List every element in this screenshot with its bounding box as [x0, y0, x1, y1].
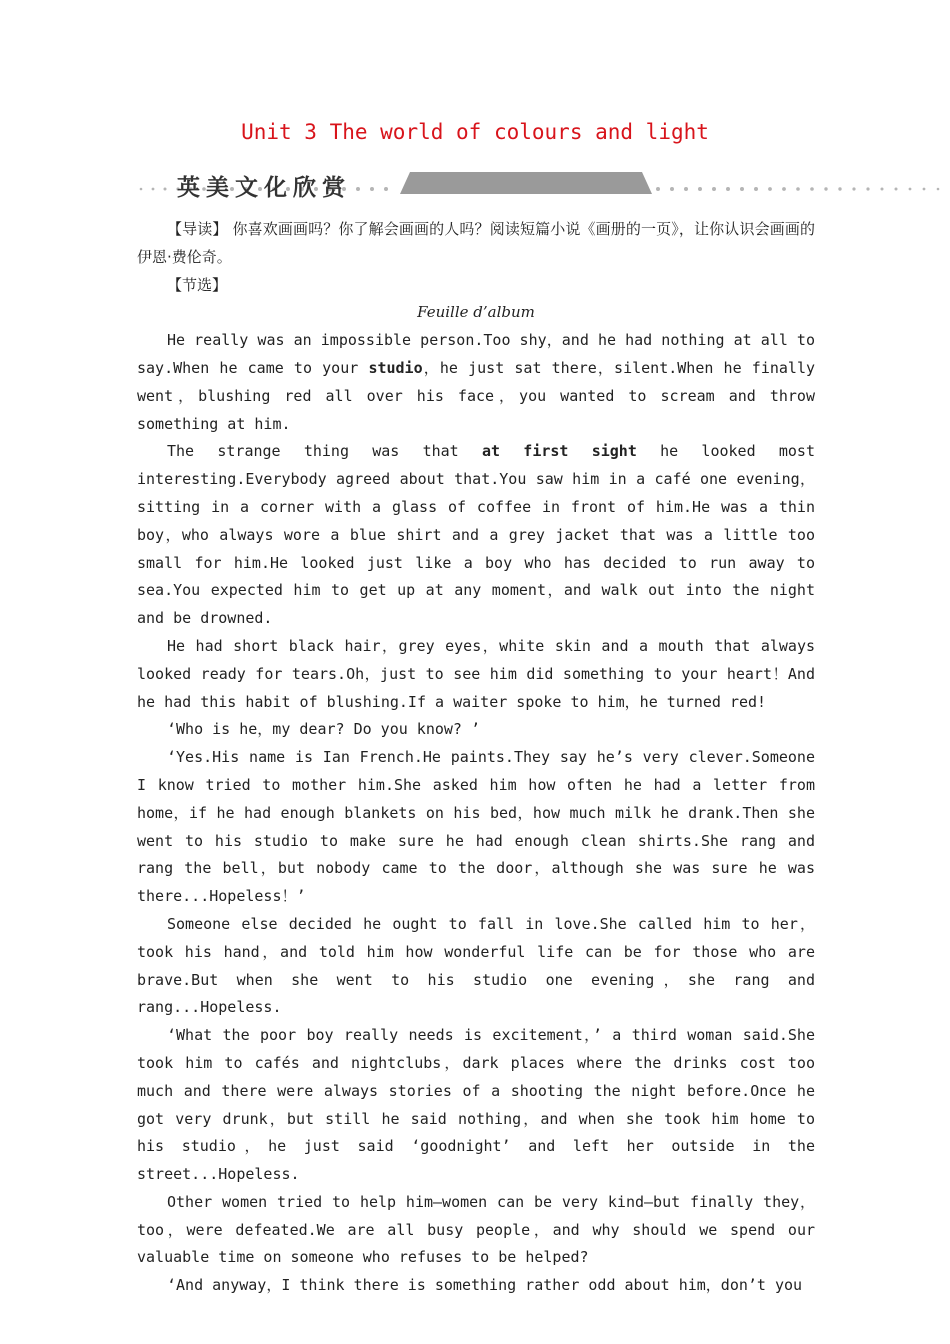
page-title: Unit 3 The world of colours and light	[241, 120, 709, 144]
dotted-rule-right	[652, 187, 950, 191]
banner-label: 英美文化欣赏	[177, 175, 351, 201]
banner-tab	[400, 168, 652, 196]
intro-text: 你喜欢画画吗？你了解会画画的人吗？阅读短篇小说《画册的一页》，让你认识会画画的伊恩·费伦奇。	[137, 220, 815, 266]
excerpt-tag: 【节选】	[167, 275, 228, 294]
intro-paragraph	[137, 216, 815, 272]
paragraph-8: Other women tried to help him—women can be very kind—but finally they，too，were defeated.We are all busy people，and why should we spend our valuable time on someone who refuses to be helped?	[137, 1192, 815, 1267]
paragraph-3: He had short black hair，grey eyes，white skin and a mouth that always looked ready for tears.Oh，just to see him did something to your heart！And he had this habit of blushing.If a waiter spoke to him，he turned red!	[137, 636, 815, 711]
paragraph-6: Someone else decided he ought to fall in love.She called him to her，took his hand，and told him how wonderful life can be for those who are brave.But when she went to his studio one evening，she rang and rang...Hopeless.	[137, 914, 815, 1017]
story-title: Feuille d’album	[417, 303, 535, 322]
paragraph-2-text-a: The strange thing was that	[167, 442, 482, 461]
paragraph-2	[137, 438, 815, 633]
paragraph-5: ‘Yes.His name is Ian French.He paints.They say he’s very clever.Someone I know tried to mother him.She asked him how often he had a letter from home，if he had enough blankets on his bed，how much milk he drank.Then she went to his studio to make sure he had enough clean shirts.She rang and rang the bell，but nobody came to the door，although she was sure he was there...Hopeless！’	[137, 748, 815, 906]
paragraph-7: ‘What the poor boy really needs is excitement，’ a third woman said.She took him to cafés and nightclubs，dark places where the drinks cost too much and there were always stories of a shooting the night before.Once he got very drunk，but still he said nothing，and when she took him home to his studio，he just said ‘goodnight’ and left her outside in the street...Hopeless.	[137, 1026, 815, 1184]
article-body	[137, 216, 815, 1300]
paragraph-1	[137, 327, 815, 438]
paragraph-1-text-a: He really was an impossible person.Too shy，and he had nothing at all to say.When he came to your	[137, 331, 815, 377]
intro-tag: 【导读】	[167, 220, 228, 238]
paragraph-1-text-b: ，he just sat there，silent.When he finally went，blushing red all over his face，you wanted to scream and throw something at him.	[137, 358, 816, 433]
section-banner	[138, 168, 950, 201]
keyword-at-first-sight: at first sight	[481, 442, 637, 461]
paragraph-4: ‘Who is he，my dear? Do you know? ’	[167, 720, 481, 739]
keyword-studio: studio	[368, 358, 423, 377]
paragraph-9: ‘And anyway，I think there is something rather odd about him，don’t you	[167, 1276, 803, 1295]
paragraph-2-text-b: he looked most interesting.Everybody agreed about that.You saw him in a café one evening，sitting in a corner with a glass of coffee in front of him.He was a thin boy，who always wore a blue shirt and a grey jacket that was a little too small for him.He looked just like a boy who has decided to run away to sea.You expected him to get up at any moment，and walk out into the night and be drowned.	[137, 442, 815, 628]
